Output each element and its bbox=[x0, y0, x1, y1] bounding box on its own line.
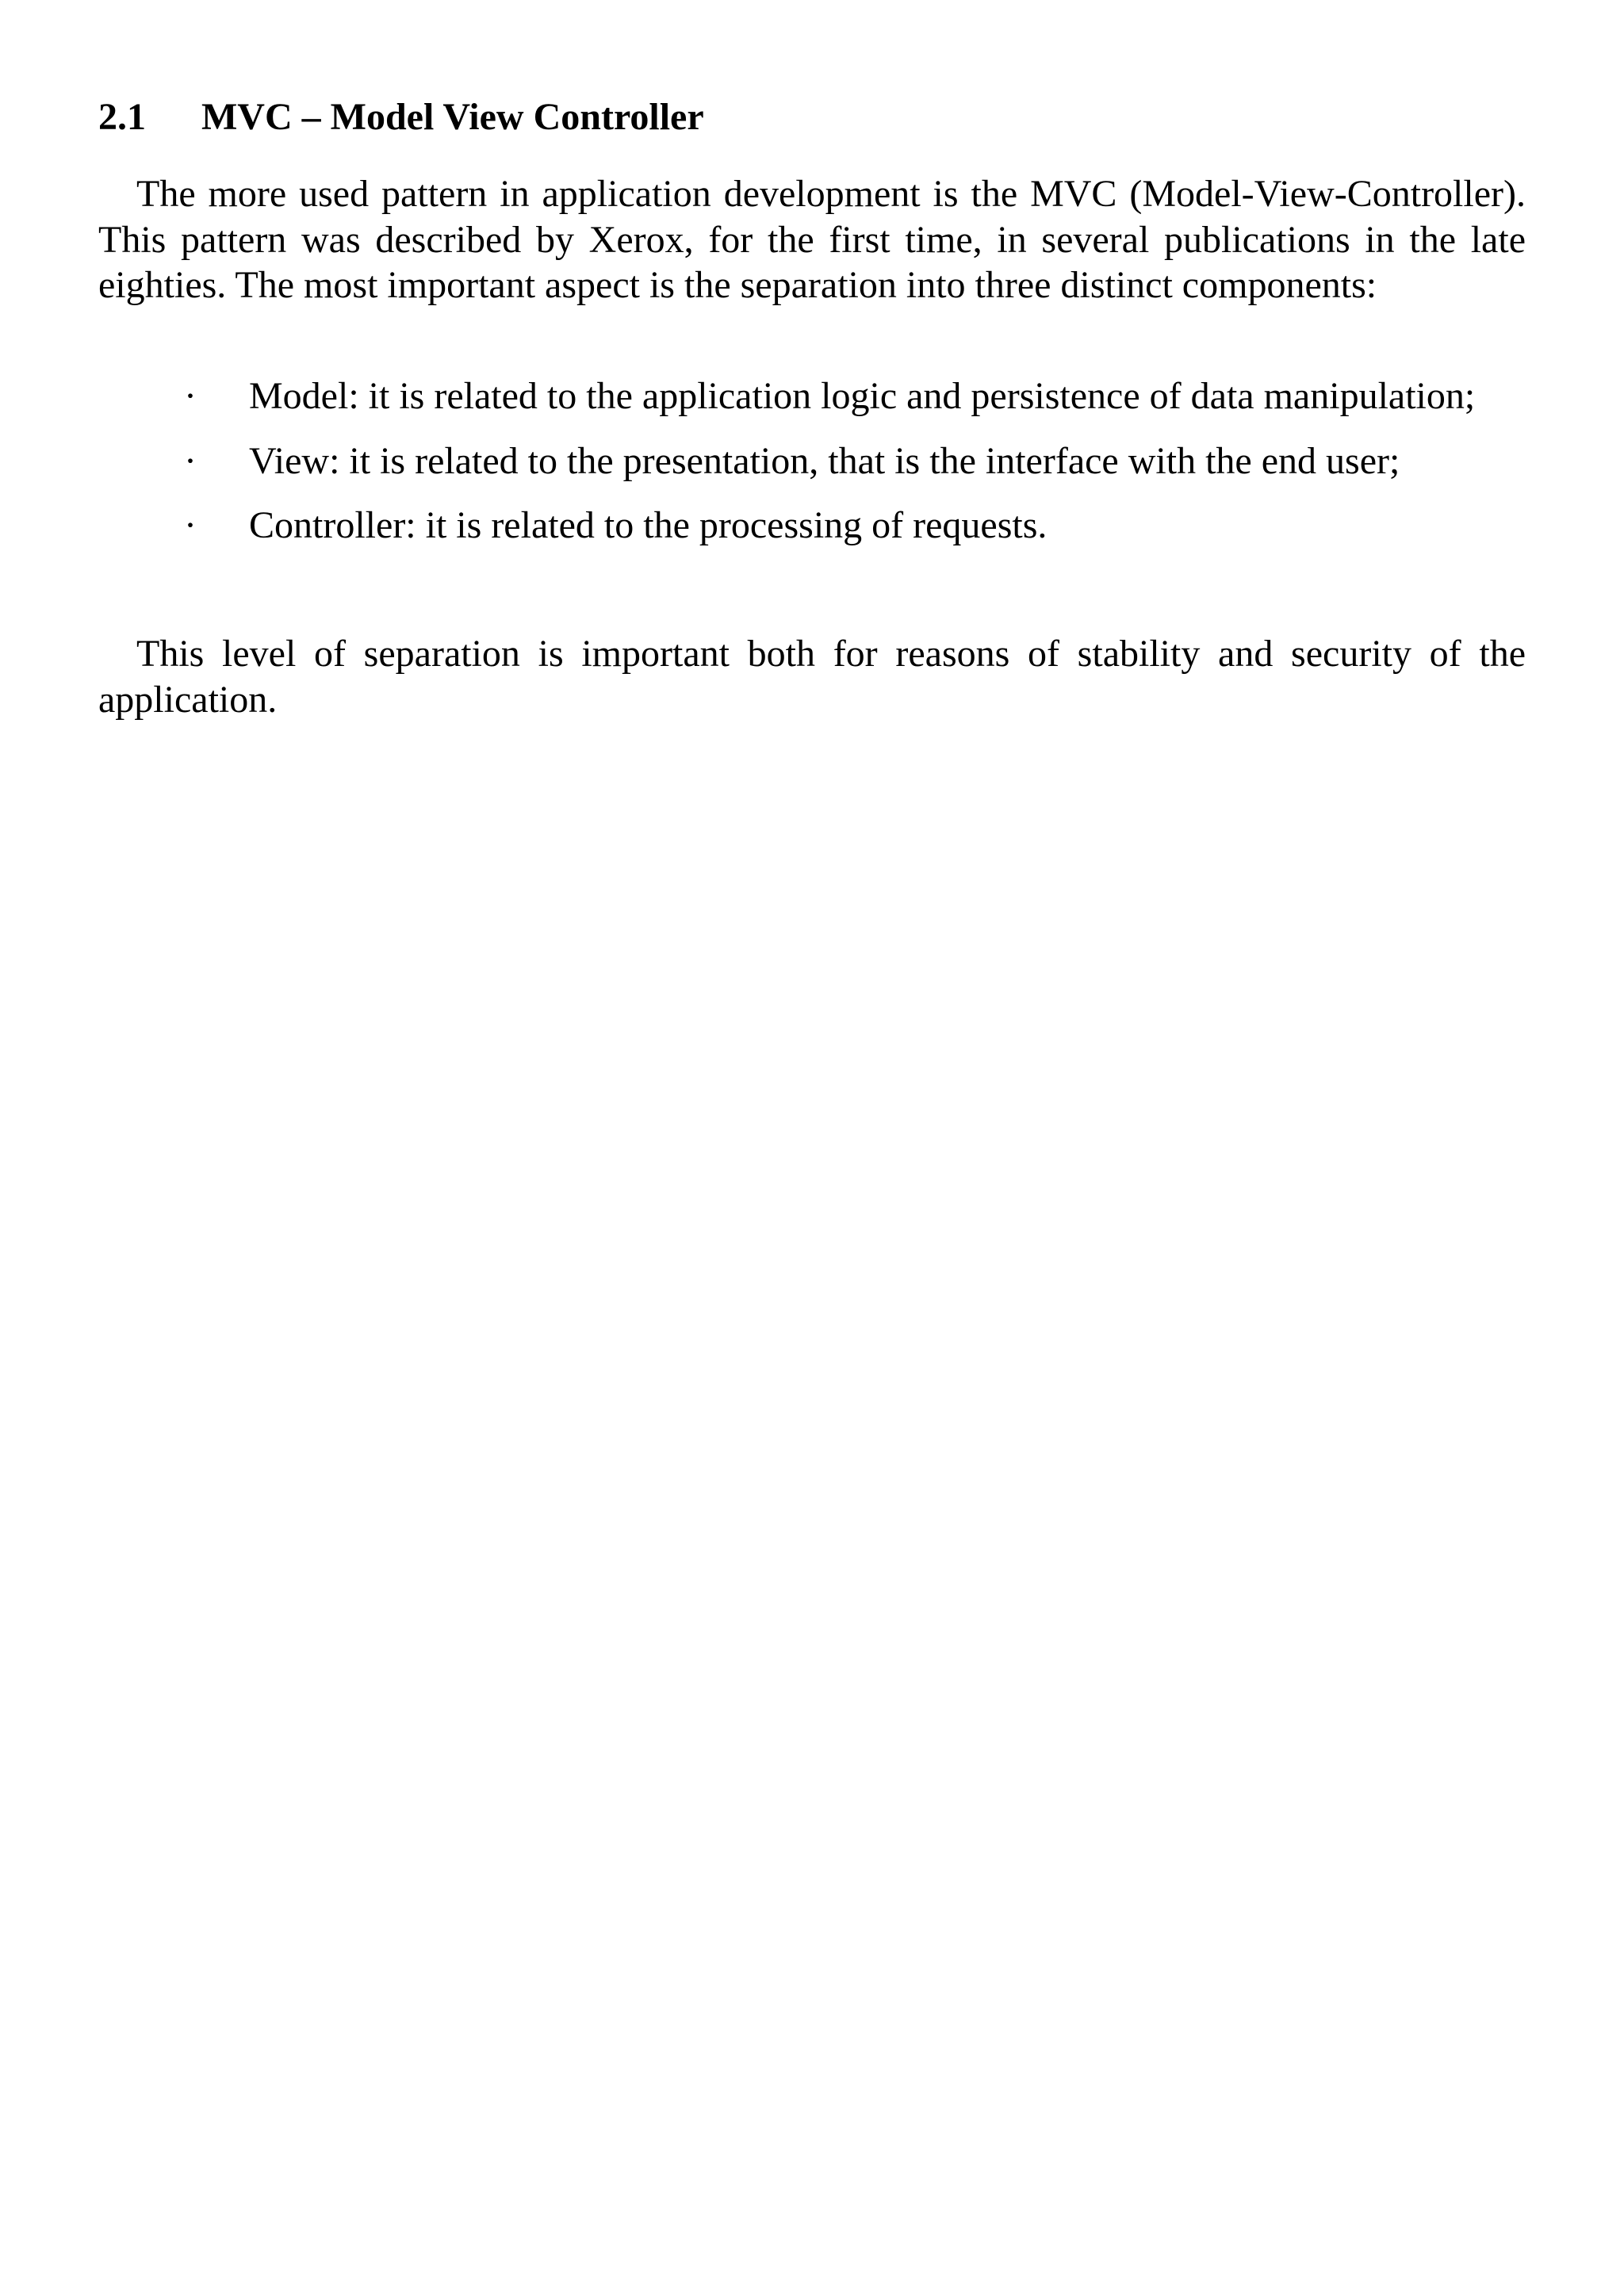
section-title: MVC – Model View Controller bbox=[201, 96, 704, 138]
bullet-dot-icon: · bbox=[184, 439, 197, 482]
intro-paragraph: The more used pattern in application development is the MVC (Model-View-Controller). This pattern was described by Xerox, for the first time, in several publications in the late eighties. The most important aspect is the separation into three distinct components: bbox=[98, 173, 1526, 306]
list-item bbox=[98, 438, 1526, 503]
list-item-text: Controller: it is related to the processing of requests. bbox=[249, 504, 1048, 546]
components-list bbox=[98, 373, 1526, 567]
document-page bbox=[98, 0, 1526, 2296]
list-item bbox=[98, 502, 1526, 567]
section-heading bbox=[98, 94, 704, 141]
bullet-dot-icon: · bbox=[184, 504, 197, 546]
section-number: 2.1 bbox=[98, 96, 146, 138]
list-item-text: Model: it is related to the application logic and persistence of data manipulation; bbox=[249, 375, 1476, 417]
list-item-text: View: it is related to the presentation, that is the interface with the end user; bbox=[249, 439, 1400, 482]
bullet-dot-icon: · bbox=[184, 375, 197, 417]
list-item bbox=[98, 373, 1526, 438]
closing-paragraph: This level of separation is important both for reasons of stability and security of the application. bbox=[98, 633, 1526, 721]
